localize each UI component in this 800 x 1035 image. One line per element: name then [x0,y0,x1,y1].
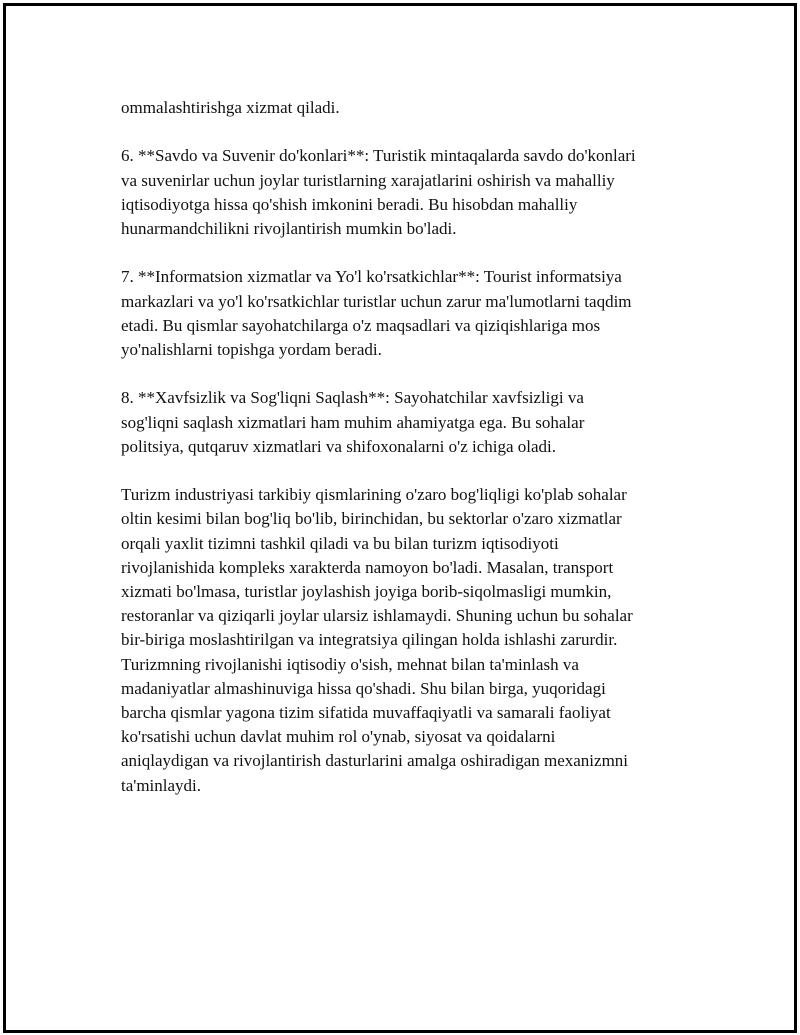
text-line: sog'liqni saqlash xizmatlari ham muhim ahamiyatga ega. Bu sohalar [121,412,585,432]
text-line: iqtisodiyotga hissa qo'shish imkonini beradi. Bu hisobdan mahalliy [121,194,578,214]
text-line: ta'minlaydi. [121,775,202,795]
text-line: orqali yaxlit tizimni tashkil qiladi va bu bilan turizm iqtisodiyoti [121,533,559,553]
text-line: ommalashtirishga xizmat qiladi. [121,98,340,117]
text-line: xizmati bo'lmasa, turistlar joylashish joyiga borib-siqolmasligi mumkin, [121,582,612,601]
text-line: etadi. Bu qismlar sayohatchilarga o'z maqsadlari va qiziqishlariga mos [121,315,601,335]
text-line: 8. **Xavfsizlik va Sog'liqni Saqlash**: Sayohatchilar xavfsizligi va [121,388,584,408]
text-line: oltin kesimi bilan bog'liq bo'lib, birinchidan, bu sektorlar o'zaro xizmatlar [121,509,622,529]
text-line: politsiya, qutqaruv xizmatlari va shifoxonalarni o'z ichiga oladi. [121,436,557,456]
text-line: va suvenirlar uchun joylar turistlarning xarajatlarini oshirish va mahalliy [121,170,615,190]
paragraph-continuation [121,96,701,120]
paragraph-conclusion [121,483,701,798]
paragraph-item-6 [121,144,701,241]
text-line: restoranlar va qiziqarli joylar ularsiz ishlamaydi. Shuning uchun bu sohalar [121,606,633,626]
text-line: rivojlanishida kompleks xarakterda namoyon bo'ladi. Masalan, transport [121,557,614,577]
text-line: aniqlaydigan va rivojlantirish dasturlarini amalga oshiradigan mexanizmni [121,751,629,771]
page-border [3,3,797,1033]
text-line: barcha qismlar yagona tizim sifatida muvaffaqiyatli va samarali faoliyat [121,703,611,723]
text-line: Turizmning rivojlanishi iqtisodiy o'sish, mehnat bilan ta'minlash va [121,654,579,674]
text-line: markazlari va yo'l ko'rsatkichlar turistlar uchun zarur ma'lumotlarni taqdim [121,291,632,311]
text-line: ko'rsatishi uchun davlat muhim rol o'ynab, siyosat va qoidalarni [121,727,556,747]
document-body [121,96,701,822]
paragraph-item-7 [121,265,701,362]
text-line: 6. **Savdo va Suvenir do'konlari**: Turistik mintaqalarda savdo do'konlari [121,146,636,166]
text-line: bir-biriga moslashtirilgan va integratsiya qilingan holda ishlashi zarurdir. [121,630,618,650]
text-line: Turizm industriyasi tarkibiy qismlarining o'zaro bog'liqligi ko'plab sohalar [121,485,627,505]
paragraph-item-8 [121,386,701,459]
text-line: yo'nalishlarni topishga yordam beradi. [121,340,382,359]
text-line: 7. **Informatsion xizmatlar va Yo'l ko'rsatkichlar**: Tourist informatsiya [121,267,622,287]
text-line: hunarmandchilikni rivojlantirish mumkin bo'ladi. [121,219,457,238]
text-line: madaniyatlar almashinuviga hissa qo'shadi. Shu bilan birga, yuqoridagi [121,678,606,698]
